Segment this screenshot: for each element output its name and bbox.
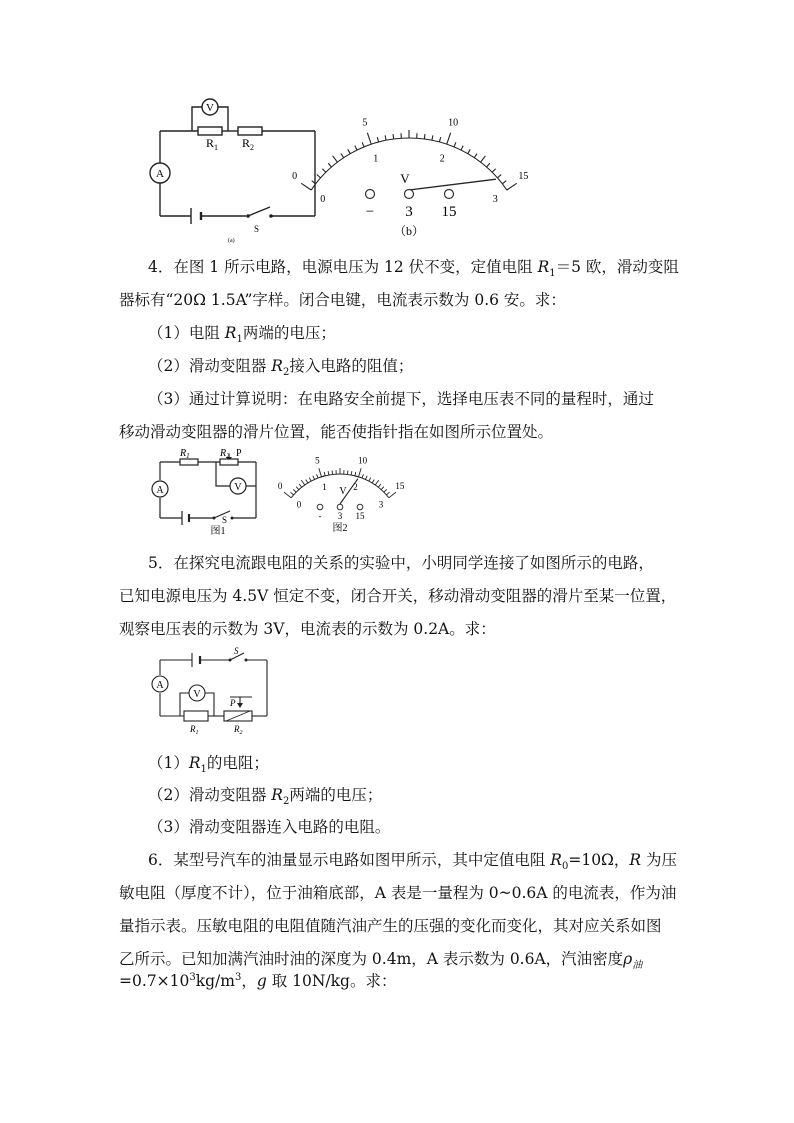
- terminal-label: 3: [337, 511, 343, 521]
- ammeter-label: A: [156, 168, 164, 180]
- scale-tick: [385, 135, 386, 140]
- scale-tick: [309, 478, 311, 482]
- scale-tick: [328, 163, 331, 167]
- scale-label-bottom: 3: [378, 499, 384, 510]
- r2-label: R: [220, 448, 227, 459]
- scale-label-bottom: 1: [322, 481, 327, 492]
- terminal-3: [337, 504, 343, 510]
- q5-line-3: 观察电压表的示数为 3V，电流表的示数为 0.2A。求：: [119, 620, 496, 638]
- scale-tick: [362, 142, 364, 147]
- terminal-label: −: [365, 204, 375, 220]
- r1-label: R: [180, 448, 187, 459]
- q4-sub-2: （2）滑动变阻器 $R_2$接入电路的阻值；: [148, 357, 414, 379]
- scale-tick: [291, 492, 294, 495]
- svg-text:R1: $R_1$: [180, 448, 190, 460]
- q5-line-2: 已知电源电压为 4.5V 恒定不变，闭合开关，移动滑动变阻器的滑片至某一位置，: [119, 587, 677, 605]
- resistor-r1: [184, 711, 208, 721]
- meter-symbol: V: [400, 171, 410, 186]
- r2-label: R: [242, 136, 251, 150]
- voltmeter-label: V: [234, 482, 242, 493]
- voltmeter-label: V: [206, 102, 214, 114]
- scale-tick: [299, 484, 301, 487]
- scale-tick: [313, 476, 315, 480]
- scale-tick: [378, 484, 380, 487]
- scale-label-bottom: 0: [320, 193, 326, 205]
- q5-sub-3: （3）滑动变阻器连入电路的电阻。: [148, 818, 391, 836]
- terminal-15: [445, 190, 454, 199]
- q4-line-2: 器标有“20Ω 1.5A”字样。闭合电键，电流表示数为 0.6 安。求：: [119, 291, 566, 309]
- scale-label-bottom: 3: [492, 193, 498, 205]
- terminal-negative: [317, 504, 323, 510]
- q4-line-1: 4．在图 1 所示电路，电源电压为 12 伏不变，定值电阻 $R_1=5$ 欧，滑动变阻: [148, 258, 679, 280]
- scale-tick: [319, 468, 322, 477]
- svg-text:R2: $R_2$: [220, 448, 230, 460]
- scale-tick: [351, 471, 352, 475]
- scale-tick: [377, 137, 378, 142]
- voltmeter-dial-figure-2: [277, 438, 412, 538]
- q6-line-5: $=0.7\times 10^3kg/m^3$，g 取 10N/kg。求：: [119, 971, 397, 990]
- r2-label: R: [234, 724, 240, 734]
- terminal-negative: [366, 190, 375, 199]
- scale-tick: [454, 142, 456, 147]
- scale-tick: [367, 133, 371, 144]
- scale-tick: [507, 183, 517, 190]
- resistor-r2: [238, 127, 262, 135]
- scale-tick: [365, 476, 367, 480]
- figure-1-caption: 图1: [210, 526, 226, 537]
- scale-tick: [502, 181, 506, 184]
- svg-text:R2: $R_2$: [242, 136, 255, 152]
- circuit-diagram-q5: [148, 645, 273, 737]
- scale-tick: [333, 156, 338, 162]
- scale-tick: [386, 492, 389, 495]
- resistor-r1: [198, 127, 222, 135]
- scale-label-bottom: 2: [353, 481, 358, 492]
- scale-tick: [301, 480, 304, 485]
- scale-tick: [293, 489, 296, 492]
- scale-tick: [358, 468, 361, 477]
- scale-tick: [372, 480, 374, 483]
- scale-tick: [384, 489, 387, 492]
- switch-label: S: [254, 224, 260, 234]
- scale-tick: [432, 135, 433, 140]
- scale-tick: [362, 474, 363, 478]
- scale-label-top: 10: [448, 117, 459, 129]
- r1-label: R: [190, 724, 196, 734]
- scale-tick: [393, 134, 394, 139]
- svg-text:R1: $R_1$: [190, 724, 199, 736]
- scale-tick: [348, 149, 350, 153]
- q5-sub-1: $(1)R_1$的电阻；: [148, 754, 269, 776]
- q5-sub-2: （2）滑动变阻器 $R_2$两端的电压；: [148, 786, 383, 808]
- q6-line-2: 敏电阻（厚度不计），位于油箱底部，A 表是一量程为 0~0.6A 的电流表，作为油: [119, 884, 677, 902]
- q4-sub-3-line-2: 移动滑动变阻器的滑片位置，能否使指针指在如图所示位置处。: [119, 423, 554, 441]
- terminal-label: -: [318, 511, 322, 521]
- scale-tick: [461, 146, 463, 150]
- scale-tick: [355, 146, 357, 150]
- scale-label-top: 0: [292, 170, 298, 182]
- scale-tick: [322, 169, 326, 173]
- scale-tick: [481, 156, 486, 162]
- scale-label-top: 15: [518, 170, 529, 182]
- scale-tick: [341, 154, 344, 158]
- voltmeter-label: V: [193, 689, 201, 700]
- svg-text:R2: $R_2$: [234, 724, 243, 736]
- scale-label-top: 10: [358, 455, 368, 466]
- terminal-label: 3: [405, 204, 413, 220]
- scale-tick: [468, 149, 470, 153]
- scale-tick: [355, 472, 356, 476]
- scale-tick: [424, 134, 425, 139]
- figure-2-caption: 图2: [332, 523, 348, 534]
- scale-tick: [296, 487, 299, 490]
- q6-line-1: 6．某型号汽车的油量显示电路如图甲所示，其中定值电阻 $R_0=10\Omega$，R 为压: [148, 851, 678, 873]
- scale-tick: [389, 492, 396, 498]
- figure-b-caption: （b）: [393, 224, 425, 238]
- slider-label: P: [236, 448, 242, 459]
- q4-sub-1: （1）电阻 $R_1$两端的电压；: [148, 324, 336, 346]
- ammeter-label: A: [156, 485, 164, 496]
- scale-label-bottom: 1: [373, 153, 379, 165]
- switch: [248, 207, 270, 216]
- scale-tick: [474, 154, 477, 158]
- scale-tick: [487, 163, 490, 167]
- scale-tick: [381, 487, 384, 490]
- scale-label-top: 15: [395, 481, 405, 492]
- meter-symbol: V: [339, 486, 347, 497]
- r1-label: R: [206, 136, 215, 150]
- q6-line-3: 量指示表。压敏电阻的电阻值随汽油产生的压强的变化而变化，其对应关系如图: [119, 917, 662, 935]
- scale-tick: [369, 478, 371, 482]
- switch-label: S: [222, 515, 228, 525]
- voltmeter-dial-b: [292, 108, 529, 240]
- scale-tick: [284, 492, 291, 498]
- q4-sub-3-line-1: （3）通过计算说明：在电路安全前提下，选择电压表不同的量程时，通过: [148, 390, 654, 408]
- scale-tick: [317, 474, 318, 478]
- scale-label-bottom: 2: [439, 153, 445, 165]
- terminal-label: 15: [355, 511, 365, 521]
- scale-label-top: 5: [315, 455, 320, 466]
- terminal-label: 15: [441, 204, 457, 220]
- scale-label-top: 5: [362, 117, 368, 129]
- slider-label: P: [230, 698, 236, 708]
- scale-tick: [439, 137, 440, 142]
- scale-label-bottom: 0: [296, 499, 302, 510]
- svg-text:R1: $R_1$: [206, 136, 219, 152]
- figure-a-caption: (a): [228, 238, 235, 244]
- scale-label-top: 0: [277, 481, 283, 492]
- terminal-3: [405, 190, 414, 199]
- terminal-15: [357, 504, 363, 510]
- switch-label: S: [234, 646, 239, 656]
- scale-tick: [447, 133, 451, 144]
- needle: [409, 179, 496, 190]
- scale-tick: [492, 169, 496, 173]
- circuit-diagram-figure-1: [150, 444, 270, 536]
- scale-tick: [328, 471, 329, 475]
- ammeter-label: A: [156, 680, 164, 691]
- q6-line-4: 乙所示。已知加满汽油时油的深度为 0.4m，A 表示数为 0.6A，汽油密度$\rho_油$: [119, 950, 643, 972]
- scale-tick: [306, 480, 308, 483]
- scale-tick: [375, 480, 378, 485]
- q5-line-1: 5．在探究电流跟电阻的关系的实验中，小明同学连接了如图所示的电路，: [148, 554, 654, 572]
- scale-tick: [324, 472, 325, 476]
- scale-tick: [497, 175, 501, 178]
